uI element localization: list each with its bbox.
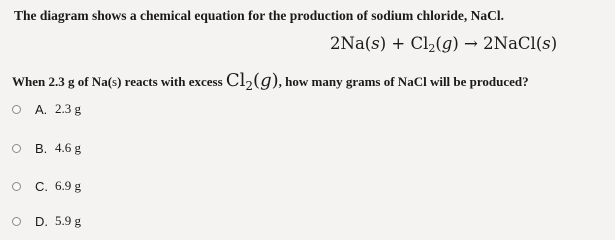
eq-coefficient: 2 [483,34,494,53]
option-a[interactable] [12,101,81,117]
eq-reactant-chlorine: Cl [410,34,429,53]
radio-button-icon[interactable] [12,144,21,153]
eq-state: s [542,34,551,53]
option-value: 4.6 g [55,140,81,155]
chemical-equation: $2Na(s) + Cl_2(g)$ → 2NaCl(s) [330,34,558,55]
option-d[interactable] [12,213,81,229]
question-prompt [12,70,529,93]
eq-product: NaCl [493,34,536,53]
prompt-state: s [112,74,118,89]
option-letter: D. [35,213,48,229]
eq-coefficient: 2 [330,34,341,53]
option-c[interactable] [12,178,81,194]
option-value: 2.3 g [55,101,81,116]
formula-state: g [260,70,272,91]
prompt-text: ) reacts with excess [117,74,223,89]
eq-subscript: 2 [428,42,436,55]
eq-reactant-sodium: Na [340,34,365,53]
option-letter: C. [35,178,48,194]
formula-subscript: 2 [245,79,254,93]
prompt-formula: $Cl_2(g)$ [225,70,279,93]
eq-state: s [371,34,380,53]
eq-plus: + [391,34,406,53]
option-letter: B. [35,140,48,156]
eq-arrow: → [464,34,478,53]
option-value: 6.9 g [55,178,81,193]
option-b[interactable] [12,140,81,156]
formula-symbol: Cl [225,70,246,91]
radio-button-icon[interactable] [12,105,21,114]
radio-button-icon[interactable] [12,182,21,191]
eq-state: g [441,34,453,53]
option-value: 5.9 g [55,213,81,228]
prompt-text: , how many grams of NaCl will be produced? [278,74,529,89]
question-intro: The diagram shows a chemical equation for the production of sodium chloride, NaCl. [14,8,505,23]
option-letter: A. [35,101,48,117]
prompt-text: When 2.3 g of Na( [12,74,113,89]
radio-button-icon[interactable] [12,217,21,226]
